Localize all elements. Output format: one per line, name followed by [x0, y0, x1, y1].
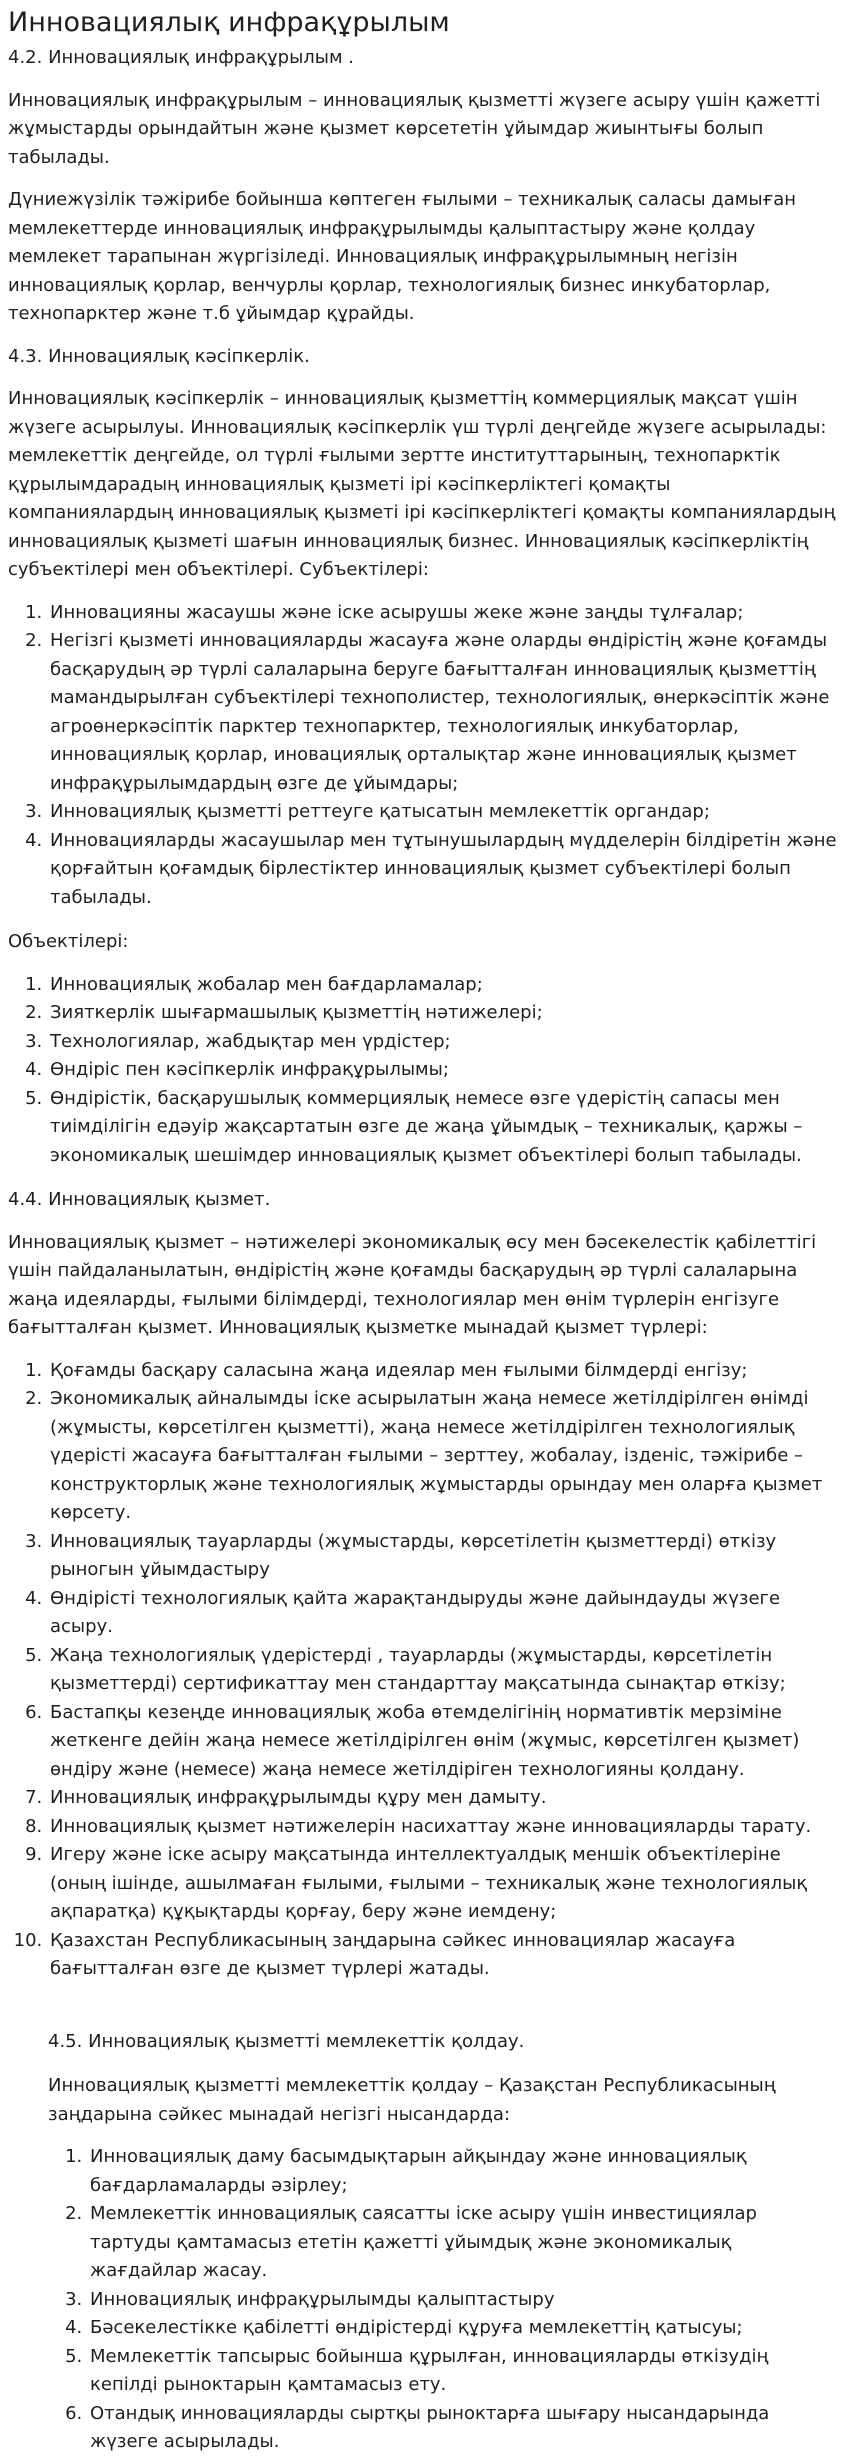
- list-item: 8. Инновациялық қызмет нәтижелерін насихаттау және инновацияларды тарату.: [48, 1813, 839, 1842]
- list-item: 4. Өндіріс пен кәсіпкерлік инфрақұрылымы;: [48, 1056, 839, 1085]
- list-item: 3. Инновациялық инфрақұрылымды қалыптастыру: [88, 2286, 839, 2315]
- paragraph: Инновациялық инфрақұрылым – инновациялық қызметті жүзеге асыру үшін қажетті жұмыстарды орындайтын және қызмет көрсететін ұйымдар жиынтығы болып табылады.: [8, 89, 821, 168]
- state-support-list: [48, 2143, 839, 2457]
- objects-list: [8, 971, 839, 1171]
- list-item: 4. Инновацияларды жасаушылар мен тұтынушылардың мүдделерін білдіретін және қорғайтын қоғамдық бірлестіктер инновациялық қызмет субъектілері болып табылады.: [48, 827, 839, 913]
- page-title: Инновациялық инфрақұрылым: [8, 7, 450, 38]
- section-heading-4-2: 4.2. Инновациялық инфрақұрылым .: [8, 47, 355, 68]
- objects-label: Объектілері:: [8, 931, 129, 952]
- activity-types-list: [8, 1357, 839, 1984]
- paragraph: Инновациялық қызмет – нәтижелері экономикалық өсу мен бәсекелестік қабілеттігі үшін пайдаланылатын, өндірістің және қоғамды басқарудың әр түрлі салаларына жаңа идеяларды, ғылыми білімдерді, технологиялар мен өнім түрлерін енгізуге бағытталған қызмет. Инновациялық қызметке мынадай қызмет түрлері:: [8, 1231, 817, 1338]
- list-item: 7. Инновациялық инфрақұрылымды құру мен дамыту.: [48, 1784, 839, 1813]
- subjects-list: [8, 599, 839, 913]
- list-item: 4. Өндірісті технологиялық қайта жарақтандыруды және дайындауды жүзеге асыру.: [48, 1585, 839, 1642]
- section-heading-4-4: 4.4. Инновациялық қызмет.: [8, 1189, 271, 1210]
- list-item: 2. Зияткерлік шығармашылық қызметтің нәтижелері;: [48, 999, 839, 1028]
- section-heading-4-3: 4.3. Инновациялық кәсіпкерлік.: [8, 345, 310, 367]
- list-item: 2. Экономикалық айналымды іске асырылатын жаңа немесе жетілдірілген өнімді (жұмысты, көрсетілген қызметті), жаңа немесе жетілдірілген технологиялық үдерісті жасауға бағытталған ғылыми – зерттеу, жобалау, ізденіс, тәжірибе – конструкторлық және технологиялық жұмыстарды орындау мен оларға қызмет көрсету.: [48, 1385, 839, 1528]
- list-item: 3. Инновациялық қызметті реттеуге қатысатын мемлекеттік органдар;: [48, 798, 839, 827]
- list-item: 5. Мемлекеттік тапсырыс бойынша құрылған, инновацияларды өткізудің кепілді рыноктарын қамтамасыз ету.: [88, 2343, 839, 2400]
- list-item: 5. Жаңа технологиялық үдерістерді , тауарларды (жұмыстарды, көрсетілетін қызметтерді) сертификаттау мен стандарттау мақсатында сынақтар өткізу;: [48, 1642, 839, 1699]
- paragraph: Дүниежүзілік тәжірибе бойынша көптеген ғылыми – техникалық саласы дамыған мемлекеттерде инновациялық инфрақұрылымды қалыптастыру және қолдау мемлекет тарапынан жүргізіледі. Инновациялық инфрақұрылымның негізін инновациялық қорлар, венчурлы қорлар, технологиялық бизнес инкубаторлар, технопарктер және т.б ұйымдар құрайды.: [8, 189, 796, 324]
- list-item: 1. Инновациялық даму басымдықтарын айқындау және инновациялық бағдарламаларды әзірлеу;: [88, 2143, 839, 2200]
- list-item: 1. Инновацияны жасаушы және іске асырушы жеке және заңды тұлғалар;: [48, 599, 839, 628]
- list-item: 2. Мемлекеттік инновациялық саясатты іске асыру үшін инвестициялар тартуды қамтамасыз ететін қажетті ұйымдық және экономикалық жағдайлар жасау.: [88, 2200, 839, 2286]
- list-item: 3. Технологиялар, жабдықтар мен үрдістер;: [48, 1028, 839, 1057]
- list-item: 10. Қазахстан Республикасының заңдарына сәйкес инновациялар жасауға бағытталған өзге де қызмет түрлері жатады.: [48, 1927, 839, 1984]
- list-item: 3. Инновациялық тауарларды (жұмыстарды, көрсетілетін қызметтерді) өткізу рыногын ұйымдастыру: [48, 1528, 839, 1585]
- section-heading-4-5: 4.5. Инновациялық қызметті мемлекеттік қолдау.: [48, 2030, 525, 2052]
- list-item: 6. Отандық инновацияларды сыртқы рыноктарға шығару нысандарында жүзеге асырылады.: [88, 2400, 839, 2457]
- list-item: 6. Бастапқы кезеңде инновациялық жоба өтемделігінің нормативтік мерзіміне жеткенге дейін жаңа немесе жетілдірілген өнім (жұмыс, көрсетілген қызмет) өндіру және (немесе) жаңа немесе жетілдіріген технологияны қолдану.: [48, 1699, 839, 1785]
- list-item: 9. Игеру және іске асыру мақсатында интеллектуалдық меншік объектілеріне (оның ішінде, ашылмаған ғылыми, ғылыми – техникалық және технологиялық ақпаратқа) құқықтарды қорғау, беру және иемдену;: [48, 1841, 839, 1927]
- list-item: 1. Инновациялық жобалар мен бағдарламалар;: [48, 971, 839, 1000]
- document: [0, 6, 847, 2457]
- list-item: 1. Қоғамды басқару саласына жаңа идеялар мен ғылыми білмдерді енгізу;: [48, 1357, 839, 1386]
- paragraph: Инновациялық қызметті мемлекеттік қолдау – Қазақстан Республикасының заңдарына сәйкес мынадай негізгі нысандарда:: [48, 2075, 776, 2125]
- list-item: 5. Өндірістік, басқарушылық коммерциялық немесе өзге үдерістің сапасы мен тиімділігін едәуір жақсартатын өзге де жаңа ұйымдық – техникалық, қаржы – экономикалық шешімдер инновациялық қызмет объектілері болып табылады.: [48, 1085, 839, 1171]
- paragraph: Инновациялық кәсіпкерлік – инновациялық қызметтің коммерциялық мақсат үшін жүзеге асырылуы. Инновациялық кәсіпкерлік үш түрлі деңгейде жүзеге асырылады: мемлекеттік деңгейде, ол түрлі ғылыми зертте институттарының, технопарктік құрылымдарадың инновациялық қызметі ірі кәсіпкерліктегі қомақты компаниялардың инновациялық қызметі ірі кәсіпкерліктегі қомақты компаниялардың инновациялық қызметі шағын инновациялық бизнес. Инновациялық кәсіпкерліктің субъектілері мен объектілері. Субъектілері:: [8, 388, 836, 580]
- list-item: 4. Бәсекелестікке қабілетті өндірістерді құруға мемлекеттің қатысуы;: [88, 2314, 839, 2343]
- section-4-5: [8, 2028, 839, 2457]
- list-item: 2. Негізгі қызметі инновацияларды жасауға және оларды өндірістің және қоғамды басқарудың әр түрлі салаларына беруге бағытталған инновациялық қызметтің мамандырылған субъектілері технополистер, технологиялық, өнеркәсіптік және агроөнеркәсіптік парктер технопарктер, технологиялық инкубаторлар, инновациялық қорлар, иновациялық орталықтар және инновациялық қызмет инфрақұрылымдардың өзге де ұйымдары;: [48, 627, 839, 798]
